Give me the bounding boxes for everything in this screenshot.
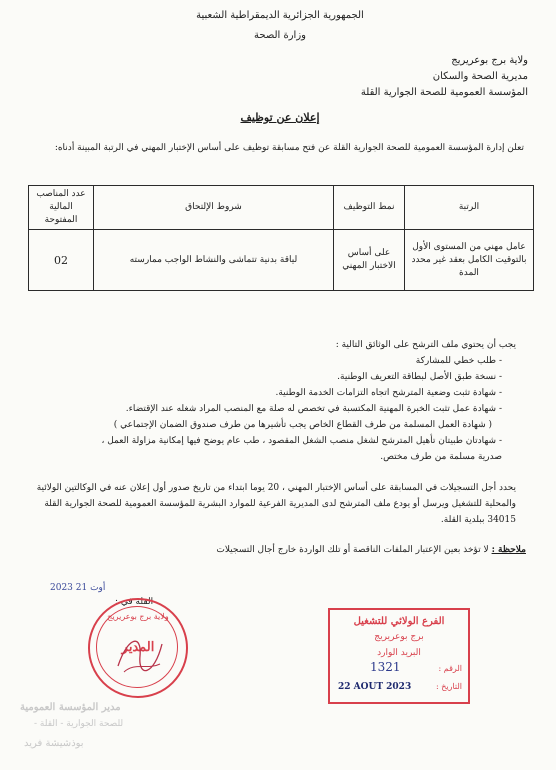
wilaya-label: ولاية برج بوعريريج bbox=[451, 55, 528, 66]
intro-text: تعلن إدارة المؤسسة العمومية للصحة الجوارية القلة عن فتح مسابقة توظيف على أساس الإختبار المهني في الرتبة المبينة أدناه: bbox=[54, 143, 524, 153]
cell-mode: على أساس الاختبار المهني bbox=[334, 230, 405, 291]
table-header-mode: نمط التوظيف bbox=[334, 186, 405, 230]
institution-label: المؤسسة العمومية للصحة الجوارية القلة bbox=[360, 87, 528, 98]
round-stamp-middle: المدير bbox=[121, 640, 155, 655]
table-header-conditions: شروط الإلتحاق bbox=[94, 186, 334, 230]
deadline-paragraph: يحدد أجل التسجيلات في المسابقة على أساس الإختبار المهني ، 20 يوما ابتداء من تاريخ صدور أول إعلان عنه في الوكالتين الولائية والمحلية للتشغيل ويرسل أو يودع ملف المترشح لدى المديرية الفرعية للموارد البشرية للمؤسسة العمومية للصحة الجوارية القلة 34015 ببلدية القلة. bbox=[36, 483, 516, 525]
list-item: - طلب خطي للمشاركة bbox=[415, 356, 502, 366]
table-header-grade: الرتبة bbox=[405, 186, 534, 230]
number-label: الرقم : bbox=[438, 664, 462, 673]
table-header-posts: عدد المناصب المالية المفتوحة bbox=[29, 186, 94, 230]
cell-posts: 02 bbox=[29, 230, 94, 291]
documents-lead: يجب أن يحتوي ملف الترشح على الوثائق التالية : bbox=[335, 340, 516, 350]
list-item: صدرية مسلمة من طرف مختص. bbox=[380, 452, 502, 462]
job-table bbox=[28, 185, 534, 291]
faded-stamp-line-1: مدير المؤسسة العمومية bbox=[20, 702, 121, 713]
faded-stamp-line-2: للصحة الجوارية - القلة - bbox=[34, 719, 124, 729]
ministry-heading: وزارة الصحة bbox=[254, 30, 306, 41]
list-item: - شهادة تثبت وضعية المترشح اتجاه التزامات الخدمة الوطنية. bbox=[275, 388, 502, 398]
agency-stamp bbox=[328, 608, 470, 704]
incoming-number: 1321 bbox=[370, 660, 401, 674]
list-item: - شهادة عمل تثبت الخبرة المهنية المكتسبة في تخصص له صلة مع المنصب المراد شغله عند الإقتضاء. bbox=[125, 404, 502, 414]
incoming-date: 22 AOUT 2023 bbox=[338, 682, 412, 692]
page-title: إعلان عن توظيف bbox=[240, 111, 320, 124]
list-item: - نسخة طبق الأصل لبطاقة التعريف الوطنية. bbox=[337, 372, 502, 382]
round-stamp bbox=[88, 598, 188, 698]
incoming-mail-label: البريد الوارد bbox=[377, 648, 421, 658]
faded-stamp-line-3: بوذشيشة فريد bbox=[24, 738, 84, 749]
list-item: ( شهادة العمل المسلمة من طرف القطاع الخاص يجب تأشيرها من طرف صندوق الضمان الإجتماعي ) bbox=[113, 420, 492, 430]
date-label: التاريخ : bbox=[435, 682, 462, 691]
agency-stamp-city: برج بوعريريج bbox=[374, 632, 424, 642]
documents-list bbox=[26, 337, 516, 465]
directorate-label: مديرية الصحة والسكان bbox=[432, 71, 528, 82]
table-header-row bbox=[29, 186, 534, 230]
cell-grade: عامل مهني من المستوى الأول بالتوقيت الكامل بعقد غير محدد المدة bbox=[405, 230, 534, 291]
republic-heading: الجمهورية الجزائرية الديمقراطية الشعبية bbox=[196, 10, 364, 21]
note bbox=[216, 544, 526, 557]
table-row bbox=[29, 230, 534, 291]
handwritten-signature bbox=[110, 626, 170, 686]
list-item: - شهادتان طبيتان تأهيل المترشح لشغل منصب الشغل المقصود ، طب عام يوضح فيها إمكانية مزاولة العمل ، bbox=[101, 436, 502, 446]
round-stamp-top: ولاية برج بوعريريج bbox=[107, 612, 169, 621]
note-text: لا تؤخذ بعين الإعتبار الملفات الناقصة أو تلك الواردة خارج أجال التسجيلات bbox=[216, 545, 489, 555]
agency-stamp-title: الفرع الولائي للتشغيل bbox=[353, 616, 445, 627]
signature-place: القلة في : bbox=[115, 597, 154, 607]
cell-conditions: لياقة بدنية تتماشى والنشاط الواجب ممارسته bbox=[94, 230, 334, 291]
signature-date: 2023 أوت 21 bbox=[50, 583, 106, 593]
note-label: ملاحظة : bbox=[491, 545, 526, 555]
